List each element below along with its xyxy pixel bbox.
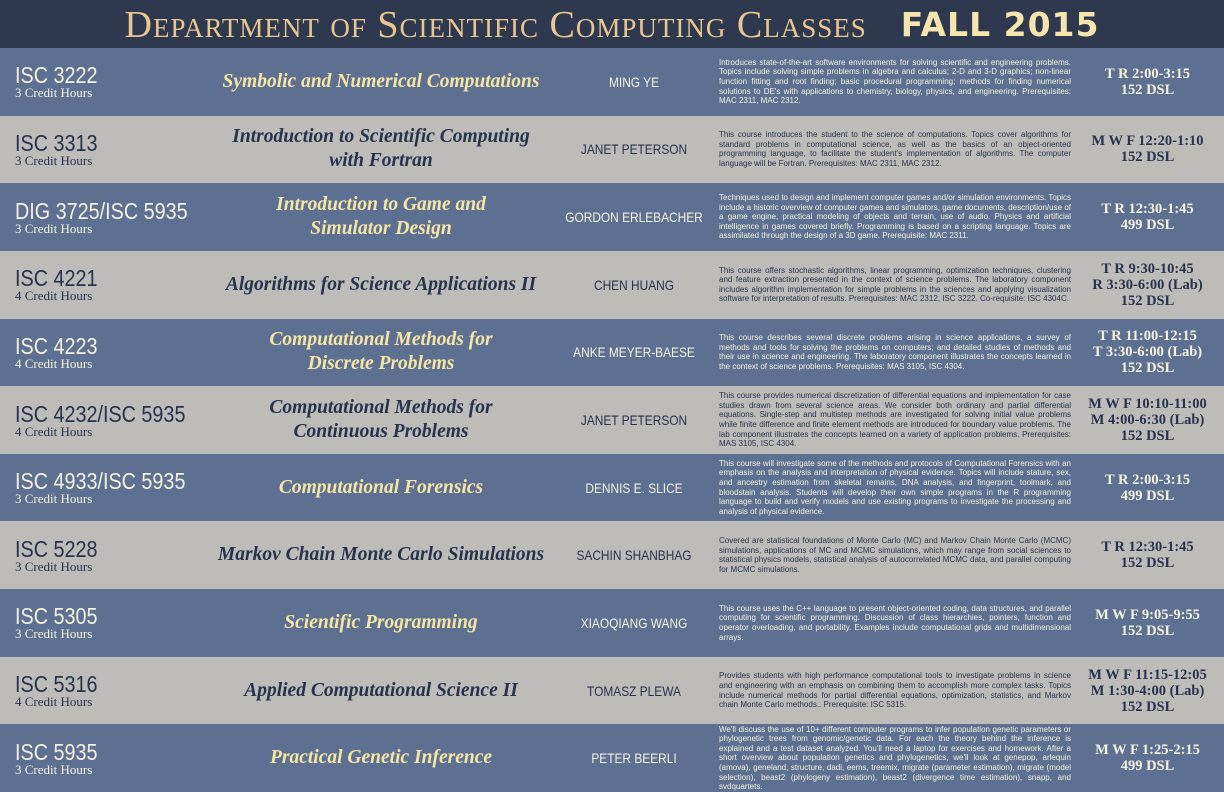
course-description: This course uses the C++ language to present object-oriented coding, data structures, and parallel computing for scientific programming. Discussion of class hierarchies, pointers, function and operator overloading, and portability. Examples include computational grids and multidimensional arrays. [719,603,1071,642]
schedule-line: 152 DSL [1120,622,1175,639]
course-schedule [1071,66,1224,98]
schedule-line: M 4:00-6:30 (Lab) [1090,412,1205,429]
course-title [211,476,551,500]
schedule-line: T 3:30-6:00 (Lab) [1092,344,1203,361]
course-id-cell [0,738,211,777]
course-title-line: Symbolic and Numerical Computations [222,70,540,92]
course-title-line: Computational Methods for [269,397,493,419]
course-title [211,611,551,635]
schedule-line: M W F 1:25-2:15 [1095,742,1200,759]
course-description: This course describes several discrete problems arising in science applications, a survey of methods and tools for solving the problems on computers; and detailed studies of methods and their use in science and engineering. The laboratory component illustrates the concepts learned in the context of science problems. Prerequisites: MAS 3105, ISC 4304. [719,333,1071,371]
course-row [0,657,1224,725]
course-description: Introduces state-of-the-art software environments for solving scientific and engineering problems. Topics include solving simple problems in algebra and calculus; 2-D and 3-D graphics; non-linear function fitting and root finding; basic procedural programming; methods for finding numerical solutions to DE's with applications to chemistry, biology, physics, and engineering. Prerequisites: MAC 2311, MAC 2312. [719,57,1071,106]
course-code: ISC 5935 [15,738,98,765]
course-title-line: Introduction to Scientific Computing [232,126,530,148]
course-title [211,273,551,297]
course-row [0,724,1224,792]
course-description: This course offers stochastic algorithms, linear programming, optimization techniques, clustering and feature extraction presented in the context of science problems. The laboratory component includes algorithm implementation for simple problems in the sciences and applying visualization software for interpretation of results. Prerequisites: MAC 2312, ISC 3222. Co-requisite: ISC 4304C. [719,265,1071,304]
schedule-line: 499 DSL [1120,487,1175,504]
course-title-line: Algorithms for Science Applications II [225,273,537,295]
course-id-cell [0,129,211,168]
course-code: ISC 5316 [15,671,98,698]
credit-hours: 4 Credit Hours [15,288,93,304]
course-code: ISC 4221 [15,265,98,292]
course-title [211,70,551,94]
credit-hours: 3 Credit Hours [15,491,93,507]
course-title-line: Simulator Design [310,218,452,240]
course-title-line: Applied Computational Science II [244,679,518,701]
course-row [0,319,1224,387]
schedule-line: 152 DSL [1120,428,1175,445]
instructor-name: JANET PETERSON [580,412,688,429]
course-row [0,116,1224,184]
schedule-line: M W F 11:15-12:05 [1088,666,1207,683]
course-code: ISC 5228 [15,535,98,562]
course-id-cell [0,400,211,439]
schedule-line: T R 11:00-12:15 [1098,328,1197,345]
schedule-line: 499 DSL [1120,758,1175,775]
schedule-line: R 3:30-6:00 (Lab) [1092,276,1203,293]
schedule-line: M 1:30-4:00 (Lab) [1090,682,1205,699]
instructor-name: PETER BEERLI [591,750,677,767]
credit-hours: 4 Credit Hours [15,355,93,371]
course-schedule [1071,133,1224,165]
course-schedule [1071,261,1224,309]
course-code: ISC 5305 [15,603,98,630]
course-description: Techniques used to design and implement computer games and/or simulation environments. Topics include a historic overview of computer games and simulators, game documents, description/use of a game engine, practical modeling of objects and terrain, use of audio. Physics and artificial intelligence in games covered briefly. Programming is based on a scripting language. Topics are assimilated through the design of a 3D game. Prerequisite: MAC 2311. [719,193,1071,241]
course-description: This course provides numerical discretization of differential equations and implementation for case studies drawn from several science areas. We consider both ordinary and partial differential equations. Single-step and multistep methods are investigated for solving initial value problems while finite difference and finite element methods are introduced for boundary value problems. The lab component illustrates the concepts learned on a variety of application problems. Prerequisites: MAS 3105, ISC 4304. [719,391,1071,449]
course-title [211,746,551,770]
schedule-line: 152 DSL [1120,555,1175,572]
course-schedule [1071,472,1224,504]
course-code: ISC 3313 [15,129,98,156]
credit-hours: 4 Credit Hours [15,694,93,710]
credit-hours: 4 Credit Hours [15,423,93,439]
course-schedule [1071,667,1224,715]
course-row [0,454,1224,522]
credit-hours: 3 Credit Hours [15,626,93,642]
schedule-line: 152 DSL [1120,360,1175,377]
schedule-line: T R 9:30-10:45 [1101,260,1194,277]
page-title: Department of Scientific Computing Classes [124,3,867,46]
schedule-line: T R 12:30-1:45 [1101,201,1194,218]
course-row [0,251,1224,319]
course-description: Provides students with high performance computational tools to investigate problems in science and engineering with an emphasis on combining them to accomplish more complex tasks. Topics include numerical methods for partial differential equations, optimization, statistics, and Markov chain Monte Carlo methods.. Prerequisite: ISC 5315. [719,671,1071,710]
credit-hours: 3 Credit Hours [15,85,93,101]
instructor-name: MING YE [608,73,660,90]
instructor-name: XIAOQIANG WANG [580,614,688,631]
course-schedule [1071,201,1224,233]
course-description: This course will investigate some of the methods and protocols of Computational Forensics with an emphasis on the analysis and interpretation of physical evidence. Topics will include stature, sex, and ancestry estimation from skeletal remains, DNA analysis, and fingerprint, toolmark, and bloodstain analysis. Students will develop their own simple programs in the R programming language to build and verify models and use existing programs to investigate the processing and analysis of physical evidence. [719,458,1071,516]
course-id-cell [0,267,211,302]
credit-hours: 3 Credit Hours [15,220,93,236]
schedule-line: M W F 12:20-1:10 [1091,133,1204,150]
course-row [0,386,1224,454]
schedule-line: M W F 10:10-11:00 [1088,396,1207,413]
course-title [211,396,551,444]
course-title-line: Computational Forensics [278,476,484,498]
course-id-cell [0,673,211,708]
instructor-name: TOMASZ PLEWA [587,682,681,699]
course-code: ISC 4933/ISC 5935 [15,468,186,495]
term-label: FALL 2015 [900,5,1100,44]
schedule-line: T R 12:30-1:45 [1101,539,1194,556]
instructor-name: JANET PETERSON [580,141,688,158]
course-title [211,125,551,173]
course-description: Covered are statistical foundations of Monte Carlo (MC) and Markov Chain Monte Carlo (MCMC) simulations, applications of MC and MCMC simulations, which may range from social sciences to statistical physics models, statistical analysis of autocorrelated MCMC data, and parallel computing for MCMC simulations. [719,536,1071,574]
course-title [211,193,551,241]
course-row [0,48,1224,116]
credit-hours: 3 Credit Hours [15,152,93,168]
course-description: We'll discuss the use of 10+ different computer programs to infer population genetic parameters or phylogenetic trees from genomic/genetic data. For each the theory behind the inference is explained and a test dataset analyzed. You'll need a laptop for exercises and homework. After a short overview about population genetics and phylogenetics, we'll look at genepop, arlequin (amova), geneland, structure, dadi, eems, treemix, migrate (parameter estimation), migrate (model selection), beast2 (phylogeny estimation), beast2 (divergence time estimation), snapp, and svdquartets. [719,724,1071,792]
instructor-name: SACHIN SHANBHAG [576,547,692,564]
course-title [211,543,551,567]
course-row [0,183,1224,251]
course-title-line: Computational Methods for [269,329,493,351]
course-id-cell [0,535,211,574]
course-title-line: Continuous Problems [293,421,469,443]
course-description: This course introduces the student to the science of computations. Topics cover algorithms for standard problems in computational science, as well as the basics of an object-oriented programming language, to facilitate the student's implementation of algorithms. The computer language will be Fortran. Prerequisites: MAC 2311, MAC 2312. [719,130,1071,169]
course-schedule [1071,742,1224,774]
course-schedule [1071,539,1224,571]
page-header [0,0,1224,48]
course-code: DIG 3725/ISC 5935 [15,197,188,224]
instructor-name: CHEN HUANG [593,276,675,293]
schedule-line: 152 DSL [1120,149,1175,166]
course-schedule [1071,328,1224,376]
course-code: ISC 4232/ISC 5935 [15,400,186,427]
course-title [211,328,551,376]
course-schedule [1071,607,1224,639]
course-title-line: Markov Chain Monte Carlo Simulations [217,544,545,566]
course-id-cell [0,64,211,99]
instructor-name: GORDON ERLEBACHER [565,209,703,226]
instructor-name: DENNIS E. SLICE [585,479,683,496]
course-id-cell [0,605,211,640]
course-title-line: Introduction to Game and [276,194,486,216]
course-id-cell [0,470,211,505]
course-id-cell [0,197,211,236]
schedule-line: T R 2:00-3:15 [1104,471,1191,488]
course-title-line: Discrete Problems [307,353,455,375]
course-title-line: Scientific Programming [284,611,478,633]
schedule-line: 499 DSL [1120,217,1175,234]
course-title [211,679,551,703]
course-code: ISC 3222 [15,62,98,89]
course-title-line: Practical Genetic Inference [269,747,493,769]
credit-hours: 3 Credit Hours [15,761,93,777]
course-schedule [1071,396,1224,444]
course-list [0,48,1224,792]
schedule-line: 152 DSL [1120,292,1175,309]
schedule-line: M W F 9:05-9:55 [1095,606,1200,623]
course-row [0,589,1224,657]
schedule-line: 152 DSL [1120,698,1175,715]
schedule-line: 152 DSL [1120,81,1175,98]
course-code: ISC 4223 [15,332,98,359]
credit-hours: 3 Credit Hours [15,558,93,574]
course-id-cell [0,332,211,371]
instructor-name: ANKE MEYER-BAESE [573,344,695,361]
course-row [0,521,1224,589]
schedule-line: T R 2:00-3:15 [1104,65,1191,82]
course-title-line: with Fortran [329,150,433,172]
